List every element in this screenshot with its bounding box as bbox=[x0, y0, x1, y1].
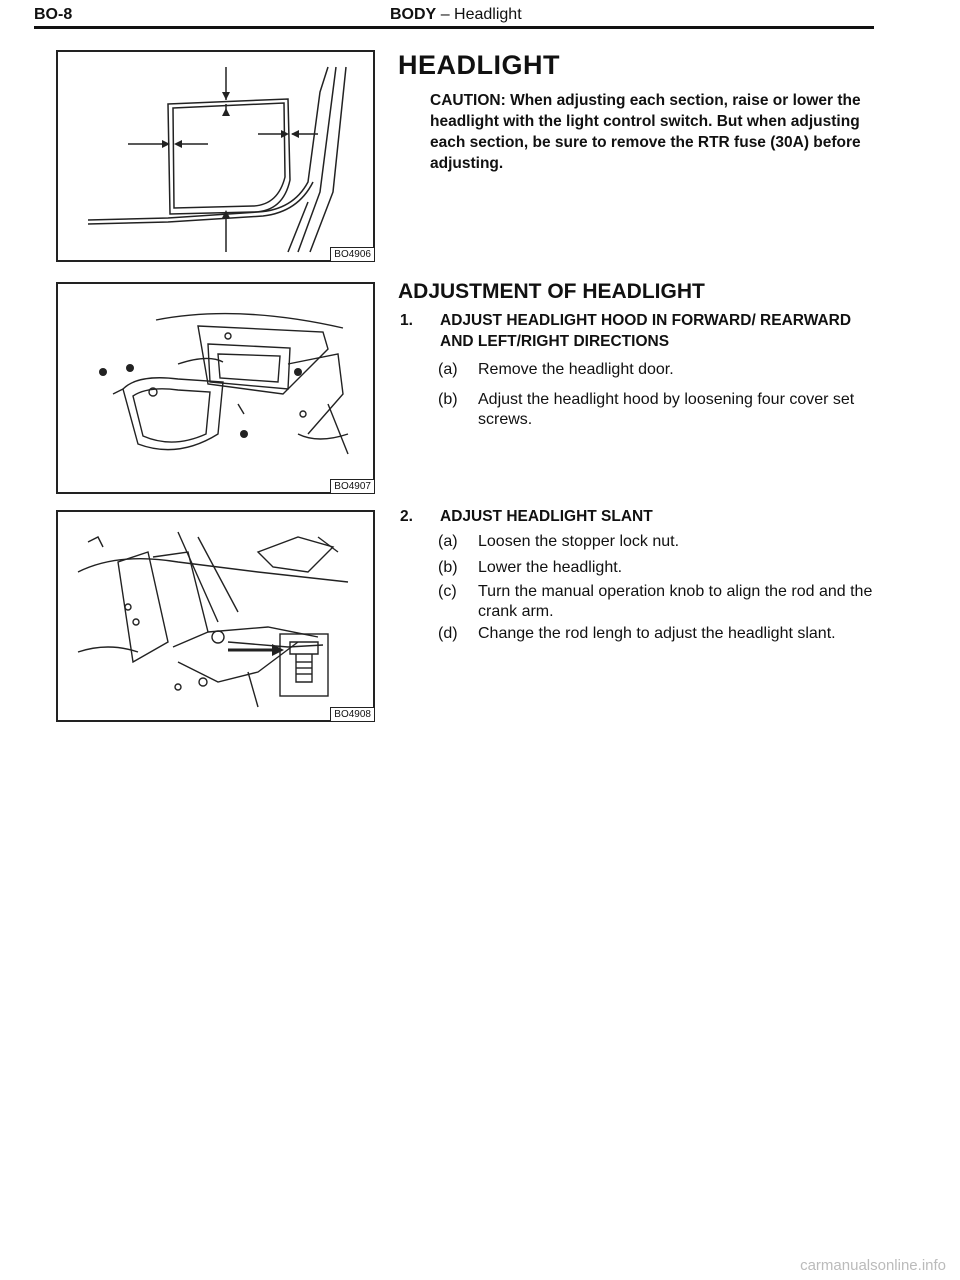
step-2 bbox=[400, 506, 880, 528]
step-1-item-b bbox=[438, 390, 898, 432]
step-2-item-c bbox=[438, 582, 898, 624]
step-title: ADJUST HEADLIGHT HOOD IN FORWARD/ REARWARD AND LEFT/RIGHT DIRECTIONS bbox=[440, 312, 852, 350]
header-rule bbox=[34, 26, 874, 29]
headlight-hood-diagram bbox=[58, 284, 373, 492]
item-label: (a) bbox=[438, 533, 458, 550]
figure-id: BO4906 bbox=[330, 247, 375, 262]
figure-headlight-hood bbox=[56, 282, 375, 494]
item-text: Adjust the headlight hood by loosening four cover set screws. bbox=[478, 391, 855, 428]
header-topic: Headlight bbox=[454, 6, 522, 23]
step-title: ADJUST HEADLIGHT SLANT bbox=[440, 508, 653, 525]
item-label: (b) bbox=[438, 391, 458, 408]
step-number: 2. bbox=[400, 508, 413, 525]
item-label: (c) bbox=[438, 583, 457, 600]
page-title: HEADLIGHT bbox=[398, 50, 560, 80]
item-label: (b) bbox=[438, 559, 458, 576]
step-2-item-a bbox=[438, 532, 898, 554]
header-section: BODY bbox=[390, 6, 437, 23]
step-number: 1. bbox=[400, 312, 413, 329]
item-text: Remove the headlight door. bbox=[478, 361, 674, 378]
watermark: carmanualsonline.info bbox=[800, 1257, 946, 1274]
item-label: (a) bbox=[438, 361, 458, 378]
header-separator: – bbox=[440, 6, 450, 23]
section-title: ADJUSTMENT OF HEADLIGHT bbox=[398, 280, 705, 303]
page-code: BO-8 bbox=[34, 6, 73, 23]
step-1 bbox=[400, 310, 880, 354]
figure-id: BO4908 bbox=[330, 707, 375, 722]
item-label: (d) bbox=[438, 625, 458, 642]
running-header bbox=[390, 6, 522, 24]
figure-headlight-slant bbox=[56, 510, 375, 722]
step-2-item-b bbox=[438, 558, 898, 580]
item-text: Loosen the stopper lock nut. bbox=[478, 533, 680, 550]
step-1-item-a bbox=[438, 360, 898, 382]
headlight-aim-diagram bbox=[58, 52, 373, 260]
headlight-slant-diagram bbox=[58, 512, 373, 720]
caution-note: CAUTION: When adjusting each section, raise or lower the headlight with the light control switch. But when adjusting each section, be sure to remove the RTR fuse (30A) before adjusting. bbox=[430, 92, 861, 172]
item-text: Change the rod lengh to adjust the headlight slant. bbox=[478, 625, 836, 642]
item-text: Turn the manual operation knob to align the rod and the crank arm. bbox=[478, 583, 873, 620]
figure-id: BO4907 bbox=[330, 479, 375, 494]
item-text: Lower the headlight. bbox=[478, 559, 623, 576]
figure-headlight-aim bbox=[56, 50, 375, 262]
step-2-item-d bbox=[438, 624, 898, 646]
